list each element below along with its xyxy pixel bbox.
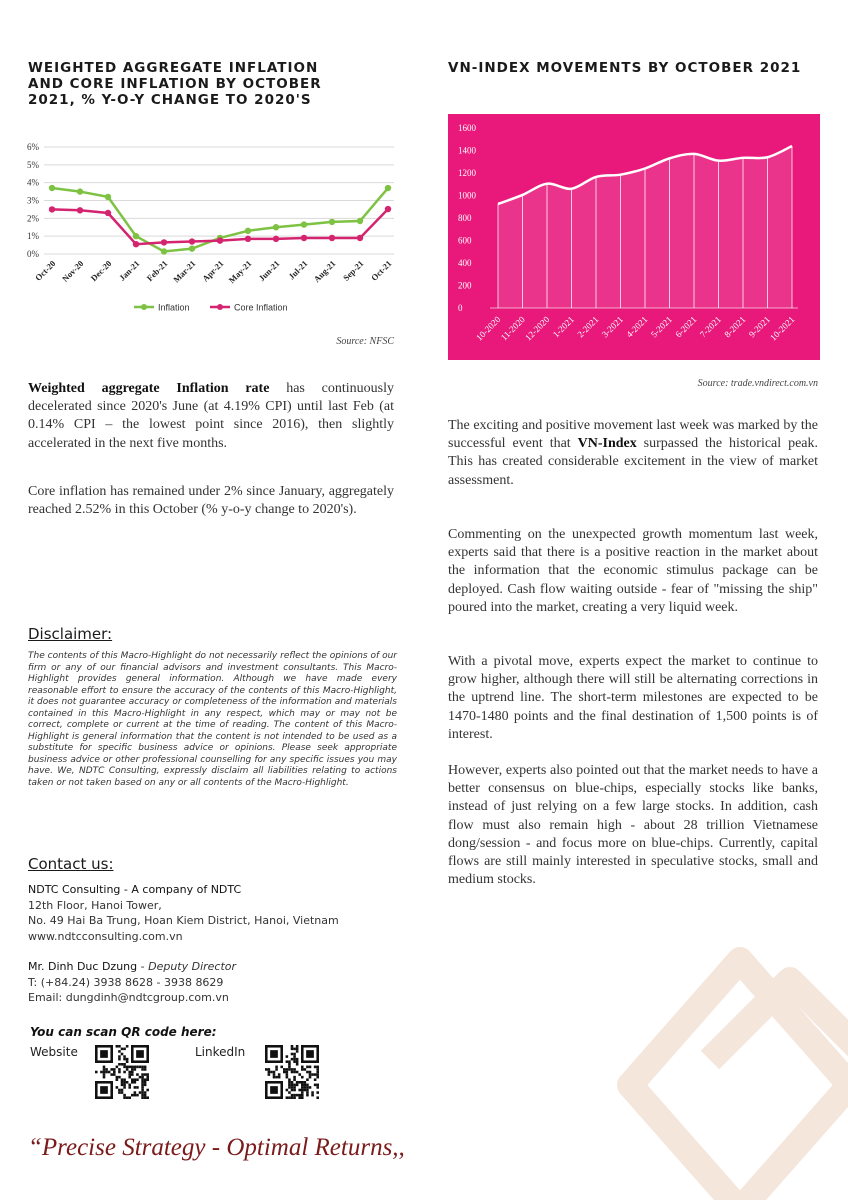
vnindex-paragraph-2: Commenting on the unexpected growth momentum last week, experts said that there is a positive reaction in the market about the information that the economic stimulus package can be deployed. Cash flow waiting outside - fear of "missing the ship" poured into the market, creating a very liquid week.	[448, 527, 818, 615]
data-point	[133, 233, 139, 239]
y-tick-label: 200	[458, 280, 472, 291]
x-tick-label: 8-2021	[722, 314, 748, 340]
x-tick-label: Jun-21	[256, 258, 282, 284]
slogan: “Precise Strategy - Optimal Returns,,	[28, 1134, 405, 1161]
data-point	[301, 235, 307, 241]
contact-company: NDTC Consulting - A company of NDTC	[28, 883, 242, 896]
x-tick-label: 9-2021	[746, 314, 772, 340]
data-point	[385, 185, 391, 191]
vnindex-paragraph-4: However, experts also pointed out that the market needs to have a better consensus on blue-chips, especially stocks like banks, instead of just relying on a few large stocks. In addition, cash flow must also remain high - about 28 trillion Vietnamese dong/session - and focus more on blue-chips. Currently, capital flows are still mainly interested in speculative stocks, small and medium stocks.	[448, 763, 818, 888]
data-point	[245, 228, 251, 234]
contact-address-1: 12th Floor, Hanoi Tower,	[28, 898, 162, 912]
data-point	[49, 206, 55, 212]
x-tick-label: 2-2021	[575, 314, 601, 340]
contact-person-line	[28, 959, 408, 975]
inflation-paragraph-rest: has continuously decelerated since 2020's June (at 4.19% CPI) until last Feb (at 0.14% CPI – the lowest point since 2016), then slightly accelerated in the next five months.	[28, 381, 394, 451]
right-source: Source: trade.vndirect.com.vn	[697, 378, 818, 389]
data-point	[77, 188, 83, 194]
x-tick-label: 1-2021	[550, 314, 576, 340]
x-tick-label: Apr-21	[200, 258, 226, 284]
vnindex-chart	[448, 114, 820, 360]
x-tick-label: Feb-21	[144, 258, 170, 284]
data-point	[161, 248, 167, 254]
y-tick-label: 2%	[27, 213, 39, 224]
left-source: Source: NFSC	[336, 336, 394, 347]
contact-person: Mr. Dinh Duc Dzung	[28, 960, 138, 973]
x-tick-label: Nov-20	[59, 258, 86, 284]
vnindex-paragraph-1	[448, 417, 818, 490]
y-tick-label: 0	[458, 303, 463, 313]
y-tick-label: 4%	[27, 177, 39, 188]
x-tick-label: 10-2020	[474, 314, 503, 343]
data-point	[105, 194, 111, 200]
disclaimer-heading: Disclaimer:	[28, 625, 113, 643]
data-point	[245, 236, 251, 242]
contact-tel: T: (+84.24) 3938 8628 - 3938 8629	[28, 975, 224, 989]
inflation-chart	[22, 132, 402, 322]
y-tick-label: 0%	[27, 249, 39, 259]
y-tick-label: 1000	[458, 190, 476, 201]
data-point	[217, 237, 223, 243]
contact-email[interactable]: Email: dungdinh@ndtcgroup.com.vn	[28, 991, 229, 1004]
contact-role: Deputy Director	[148, 960, 237, 973]
x-tick-label: 5-2021	[648, 314, 674, 340]
y-tick-label: 1600	[458, 123, 476, 133]
data-point	[77, 207, 83, 213]
x-tick-label: Jul-21	[286, 258, 310, 282]
data-point	[189, 245, 195, 251]
legend-label: Inflation	[158, 302, 190, 313]
data-point	[329, 235, 335, 241]
x-tick-label: 6-2021	[673, 314, 699, 340]
vnindex-paragraph-1-b: surpassed the historical peak. This has created considerable excitement in the view of market assessment.	[448, 436, 818, 488]
data-point	[301, 221, 307, 227]
x-tick-label: 4-2021	[624, 314, 650, 340]
data-point	[357, 218, 363, 224]
y-tick-label: 600	[458, 235, 472, 246]
x-tick-label: May-21	[226, 258, 254, 286]
disclaimer-text: The contents of this Macro-Highlight do not necessarily reflect the opinions of our firm or any of our financial advisors and investment consultants. This Macro-Highlight provides general information. Although we have made every reasonable effort to ensure the accuracy of the contents of this Macro-Highlight, it does not guarantee accuracy or completeness of the information and materials contained in this Macro-Highlight in any respect, which may or may not be correct, complete or current at the time of reading. The content of this Macro-Highlight is general information that the content is not intended to be used as a substitute for specific business advice or opinions. Please seek appropriate business advice or other professional counselling for any specific issues you may have. We, NDTC Consulting, expressly disclaim all liabilities relating to actions taken or not taken based on any or all contents of the Macro-Highlight.	[28, 651, 397, 788]
data-point	[329, 219, 335, 225]
core-inflation-paragraph: Core inflation has remained under 2% since January, aggregately reached 2.52% in this October (% y-o-y change to 2020's).	[28, 484, 394, 518]
contact-heading: Contact us:	[28, 855, 114, 873]
x-tick-label: Oct-21	[368, 258, 394, 283]
data-point	[357, 235, 363, 241]
linkedin-qr-code-icon[interactable]	[265, 1045, 319, 1099]
legend-marker	[141, 304, 147, 310]
x-tick-label: Mar-21	[171, 258, 198, 285]
x-tick-label: 10-2021	[768, 314, 797, 343]
inflation-paragraph-bold: Weighted aggregate Inflation rate	[28, 381, 270, 396]
x-tick-label: Sep-21	[340, 258, 366, 283]
x-tick-label: Aug-21	[311, 258, 338, 285]
y-tick-label: 1400	[458, 145, 476, 156]
vnindex-paragraph-3: With a pivotal move, experts expect the market to continue to grow higher, although there will still be alternating corrections in the uptrend line. The short-term milestones are expected to be 1470-1480 points and the final destination of 1,500 points is of interest.	[448, 654, 818, 742]
data-point	[385, 206, 391, 212]
data-point	[189, 238, 195, 244]
x-tick-label: Oct-20	[32, 258, 58, 283]
contact-block	[28, 882, 408, 1006]
data-point	[133, 241, 139, 247]
y-tick-label: 400	[458, 258, 472, 268]
inflation-paragraph	[28, 380, 394, 453]
x-tick-label: Dec-20	[88, 258, 114, 284]
x-tick-label: 7-2021	[697, 314, 723, 340]
contact-person-sep: -	[137, 960, 149, 973]
legend-marker	[217, 304, 223, 310]
left-chart-title: WEIGHTED AGGREGATE INFLATION AND CORE INFLATION BY OCTOBER 2021, % Y-O-Y CHANGE TO 2020'S	[28, 60, 322, 108]
data-point	[105, 210, 111, 216]
qr-heading: You can scan QR code here:	[30, 1025, 217, 1039]
y-tick-label: 800	[458, 213, 472, 223]
y-tick-label: 1200	[458, 168, 476, 178]
x-tick-label: 3-2021	[599, 314, 625, 340]
data-point	[273, 224, 279, 230]
data-point	[49, 185, 55, 191]
y-tick-label: 6%	[27, 142, 39, 152]
x-tick-label: 11-2020	[498, 314, 527, 343]
qr-website-label: Website	[30, 1045, 78, 1059]
qr-linkedin-label: LinkedIn	[195, 1045, 246, 1059]
contact-address-2: No. 49 Hai Ba Trung, Hoan Kiem District, Hanoi, Vietnam	[28, 914, 339, 927]
vnindex-paragraph-1-a: The exciting and positive movement last week was marked by the successful event that	[448, 418, 818, 452]
decorative-logo-watermark-icon	[560, 900, 848, 1200]
vnindex-paragraph-1-bold: VN-Index	[577, 436, 637, 452]
x-tick-label: 12-2020	[523, 314, 552, 343]
y-tick-label: 3%	[27, 195, 39, 206]
x-tick-label: Jan-21	[116, 258, 142, 283]
y-tick-label: 1%	[27, 231, 39, 242]
legend-label: Core Inflation	[234, 302, 288, 313]
right-chart-title: VN-INDEX MOVEMENTS BY OCTOBER 2021	[448, 60, 802, 76]
contact-website[interactable]: www.ndtcconsulting.com.vn	[28, 929, 183, 943]
data-point	[161, 239, 167, 245]
data-point	[273, 236, 279, 242]
website-qr-code-icon[interactable]	[95, 1045, 149, 1099]
y-tick-label: 5%	[27, 159, 39, 170]
